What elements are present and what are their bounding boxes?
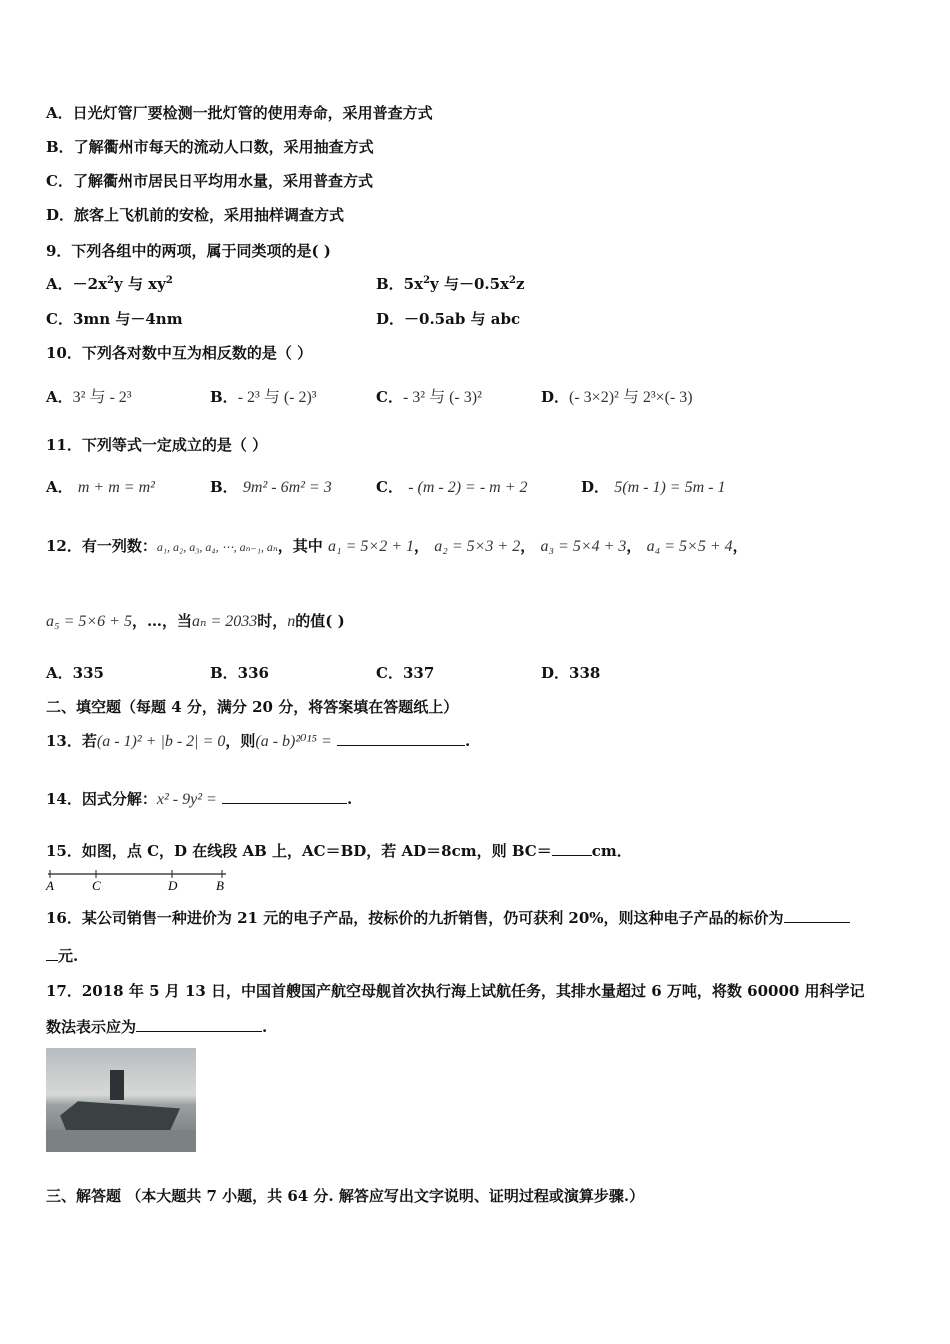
q9-option-a: A．$-2x^2y$ 与 $xy^2$ [46, 275, 173, 293]
q9-option-b: B．$5x^2y$ 与$-0.5x^2z$ [376, 275, 525, 293]
q14-answer-blank[interactable] [222, 789, 347, 804]
q9-option-c: C．3mn 与－4nm [46, 310, 183, 328]
q15-segment-diagram [44, 866, 234, 894]
label-b: B [216, 878, 224, 893]
q12-option-a: A．335 [46, 664, 104, 682]
section-2-heading: 二、填空题（每题 4 分，满分 20 分，将答案填在答题纸上） [46, 698, 459, 716]
q10-d-expr: (- 3×2)² 与 2³×(- 3) [569, 389, 693, 406]
q17-line1: 17．2018 年 5 月 13 日，中国首艘国产航空母舰首次执行海上试航任务，其排水量超过 6 万吨，将数 60000 用科学记 [46, 982, 865, 1000]
q9-option-d: D．－0.5ab 与 abc [376, 310, 521, 328]
q11-b-expr: 9m² - 6m² = 3 [242, 479, 332, 496]
q11-option-a: A． m + m = m² [46, 478, 155, 496]
q15: 15．如图，点 C，D 在线段 AB 上，AC＝BD，若 AD＝8cm，则 BC＝ cm． [46, 842, 632, 860]
q13: 13．若(a - 1)² + |b - 2| = 0，则(a - b)²⁰¹⁵ = . [46, 732, 471, 750]
label-a: A [46, 878, 54, 893]
q16: 16．某公司销售一种进价为 21 元的电子产品，按标价的九折销售，仍可获利 20%，则这种电子产品的标价为 [46, 907, 850, 928]
q11-option-d: D． 5(m - 1) = 5m - 1 [581, 478, 726, 496]
q10-b-expr: - 2³ 与 (- 2)³ [237, 389, 317, 406]
q8-option-d: D．旅客上飞机前的安检，采用抽样调查方式 [46, 206, 345, 224]
q16-cont: 元. [46, 945, 78, 966]
q12-stem-cont: a₅ = 5×6 + 5，…，当aₙ = 2033时，n的值( ) [46, 612, 345, 630]
q8-option-a: A．日光灯管厂要检测一批灯管的使用寿命，采用普查方式 [46, 104, 433, 122]
q10-option-d: D．(- 3×2)² 与 2³×(- 3) [541, 388, 693, 406]
q10-stem: 10．下列各对数中互为相反数的是（ ） [46, 344, 313, 362]
q10-option-b: B．- 2³ 与 (- 2)³ [210, 388, 317, 406]
q16-answer-blank-2[interactable] [46, 946, 58, 961]
label-d: D [168, 878, 178, 893]
q10-option-a: A．3² 与 - 2³ [46, 388, 132, 406]
q12-option-b: B．336 [210, 664, 269, 682]
q9-stem: 9．下列各组中的两项，属于同类项的是( ) [46, 242, 331, 260]
q8-option-b: B．了解衢州市每天的流动人口数，采用抽查方式 [46, 138, 374, 156]
q17-answer-blank[interactable] [136, 1017, 262, 1032]
q10-option-c: C．- 3² 与 (- 3)² [376, 388, 482, 406]
aircraft-carrier-photo [46, 1048, 196, 1152]
q16-answer-blank-1[interactable] [784, 908, 850, 923]
q12-option-d: D．338 [541, 664, 601, 682]
q17-line2: 数法表示应为 . [46, 1018, 268, 1036]
q15-answer-blank[interactable] [552, 841, 592, 856]
label-c: C [92, 878, 101, 893]
q10-a-expr: 3² 与 - 2³ [72, 389, 132, 406]
q12-option-c: C．337 [376, 664, 435, 682]
q8-option-c: C．了解衢州市居民日平均用水量，采用普查方式 [46, 172, 373, 190]
q10-c-expr: - 3² 与 (- 3)² [402, 389, 482, 406]
q11-option-c: C． - (m - 2) = - m + 2 [376, 478, 528, 496]
section-3-heading: 三、解答题 （本大题共 7 小题，共 64 分. 解答应写出文字说明、证明过程或演算步骤.） [46, 1187, 645, 1205]
q12-stem: 12．有一列数：a₁, a₂, a₃, a₄, ⋯, aₙ₋₁, aₙ，其中 a₁ = 5×2 + 1， a₂ = 5×3 + 2， a₃ = 5×4 + 3， a₄ = 5×5 + 4， [46, 537, 748, 555]
q11-stem: 11．下列等式一定成立的是（ ） [46, 436, 268, 454]
q11-a-expr: m + m = m² [77, 479, 155, 496]
q14: 14．因式分解：x² - 9y² = . [46, 790, 353, 808]
q11-option-b: B． 9m² - 6m² = 3 [210, 478, 332, 496]
q11-c-expr: - (m - 2) = - m + 2 [408, 479, 528, 496]
q13-answer-blank[interactable] [337, 731, 465, 746]
q11-d-expr: 5(m - 1) = 5m - 1 [614, 479, 726, 496]
q12-sequence: a₁, a₂, a₃, a₄, ⋯, aₙ₋₁, aₙ [156, 540, 278, 554]
